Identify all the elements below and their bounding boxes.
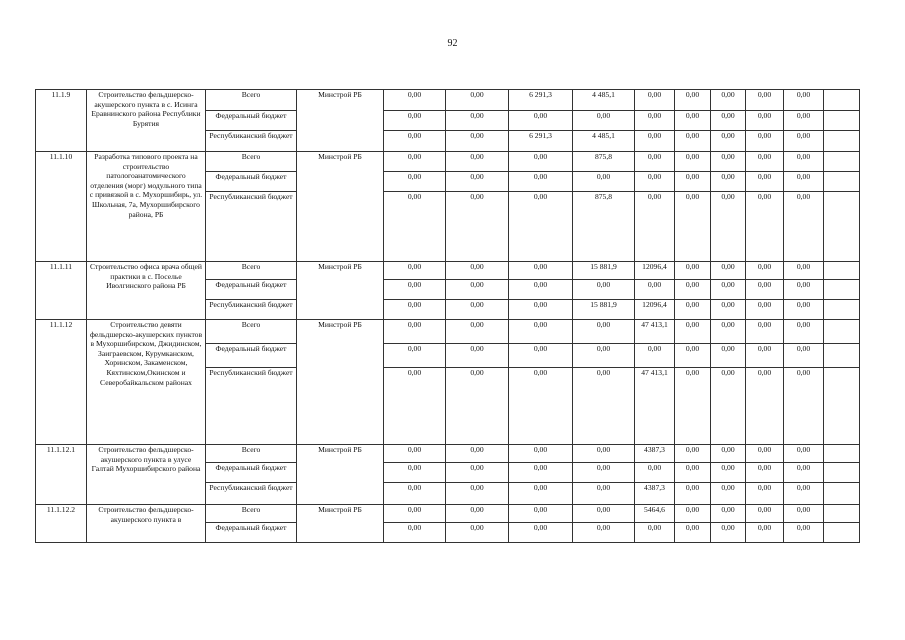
value-cell: 0,00 bbox=[711, 505, 746, 523]
value-cell: 0,00 bbox=[746, 463, 784, 483]
row-code: 11.1.11 bbox=[36, 262, 87, 320]
value-cell: 0,00 bbox=[746, 111, 784, 131]
value-cell: 0,00 bbox=[675, 320, 711, 344]
row-executor: Минстрой РБ bbox=[297, 505, 384, 543]
value-cell: 875,8 bbox=[573, 152, 635, 172]
value-cell: 0,00 bbox=[675, 192, 711, 262]
value-cell: 0,00 bbox=[711, 445, 746, 463]
fund-type: Всего bbox=[206, 90, 297, 111]
value-cell: 0,00 bbox=[711, 523, 746, 543]
value-cell: 0,00 bbox=[384, 90, 446, 111]
value-cell: 0,00 bbox=[446, 445, 509, 463]
value-cell: 0,00 bbox=[635, 523, 675, 543]
value-cell: 0,00 bbox=[675, 483, 711, 505]
empty-cell bbox=[824, 368, 860, 445]
value-cell: 0,00 bbox=[446, 280, 509, 300]
row-executor: Минстрой РБ bbox=[297, 262, 384, 320]
value-cell: 0,00 bbox=[446, 463, 509, 483]
value-cell: 0,00 bbox=[509, 320, 573, 344]
row-name: Строительство офиса врача общей практики в с. Поселье Иволгинского района РБ bbox=[87, 262, 206, 320]
value-cell: 0,00 bbox=[446, 505, 509, 523]
value-cell: 0,00 bbox=[784, 320, 824, 344]
value-cell: 0,00 bbox=[711, 192, 746, 262]
value-cell: 15 881,9 bbox=[573, 262, 635, 280]
value-cell: 0,00 bbox=[784, 505, 824, 523]
value-cell: 0,00 bbox=[711, 368, 746, 445]
value-cell: 0,00 bbox=[509, 152, 573, 172]
value-cell: 47 413,1 bbox=[635, 368, 675, 445]
row-name: Строительство девяти фельдшерско-акушерских пунктов в Мухоршибирском, Джидинском, Заиграевском, Курумканском, Хоринском, Закаменском, Кяхтинском,Окинском и Северобайкальском районах bbox=[87, 320, 206, 445]
empty-cell bbox=[824, 523, 860, 543]
value-cell: 0,00 bbox=[509, 344, 573, 368]
row-code: 11.1.12.1 bbox=[36, 445, 87, 505]
empty-cell bbox=[824, 131, 860, 152]
value-cell: 0,00 bbox=[446, 262, 509, 280]
value-cell: 0,00 bbox=[446, 523, 509, 543]
value-cell: 0,00 bbox=[746, 344, 784, 368]
empty-cell bbox=[824, 192, 860, 262]
value-cell: 0,00 bbox=[635, 344, 675, 368]
row-executor: Минстрой РБ bbox=[297, 320, 384, 445]
row-code: 11.1.9 bbox=[36, 90, 87, 152]
value-cell: 0,00 bbox=[784, 463, 824, 483]
value-cell: 0,00 bbox=[746, 131, 784, 152]
fund-type: Федеральный бюджет bbox=[206, 111, 297, 131]
fund-type: Республиканский бюджет bbox=[206, 483, 297, 505]
value-cell: 0,00 bbox=[384, 344, 446, 368]
value-cell: 0,00 bbox=[509, 300, 573, 320]
row-executor: Минстрой РБ bbox=[297, 152, 384, 262]
value-cell: 12096,4 bbox=[635, 262, 675, 280]
value-cell: 0,00 bbox=[746, 172, 784, 192]
value-cell: 0,00 bbox=[573, 280, 635, 300]
value-cell: 0,00 bbox=[509, 262, 573, 280]
value-cell: 0,00 bbox=[784, 172, 824, 192]
value-cell: 0,00 bbox=[746, 192, 784, 262]
value-cell: 0,00 bbox=[384, 463, 446, 483]
value-cell: 0,00 bbox=[573, 483, 635, 505]
row-code: 11.1.12.2 bbox=[36, 505, 87, 543]
value-cell: 0,00 bbox=[384, 320, 446, 344]
table-row bbox=[36, 505, 860, 523]
value-cell: 0,00 bbox=[446, 320, 509, 344]
value-cell: 0,00 bbox=[573, 368, 635, 445]
value-cell: 0,00 bbox=[384, 280, 446, 300]
value-cell: 0,00 bbox=[446, 131, 509, 152]
value-cell: 0,00 bbox=[446, 344, 509, 368]
value-cell: 0,00 bbox=[675, 368, 711, 445]
value-cell: 0,00 bbox=[446, 483, 509, 505]
value-cell: 0,00 bbox=[711, 262, 746, 280]
value-cell: 0,00 bbox=[746, 523, 784, 543]
value-cell: 0,00 bbox=[635, 90, 675, 111]
empty-cell bbox=[824, 445, 860, 463]
value-cell: 0,00 bbox=[784, 111, 824, 131]
value-cell: 0,00 bbox=[675, 505, 711, 523]
value-cell: 0,00 bbox=[711, 300, 746, 320]
value-cell: 0,00 bbox=[746, 483, 784, 505]
empty-cell bbox=[824, 90, 860, 111]
value-cell: 5464,6 bbox=[635, 505, 675, 523]
value-cell: 0,00 bbox=[784, 192, 824, 262]
value-cell: 0,00 bbox=[746, 280, 784, 300]
fund-type: Республиканский бюджет bbox=[206, 192, 297, 262]
value-cell: 0,00 bbox=[446, 152, 509, 172]
value-cell: 15 881,9 bbox=[573, 300, 635, 320]
value-cell: 0,00 bbox=[675, 344, 711, 368]
value-cell: 0,00 bbox=[573, 172, 635, 192]
value-cell: 0,00 bbox=[509, 523, 573, 543]
value-cell: 0,00 bbox=[784, 344, 824, 368]
value-cell: 0,00 bbox=[784, 523, 824, 543]
value-cell: 0,00 bbox=[675, 90, 711, 111]
empty-cell bbox=[824, 280, 860, 300]
value-cell: 0,00 bbox=[573, 523, 635, 543]
value-cell: 0,00 bbox=[711, 111, 746, 131]
value-cell: 0,00 bbox=[509, 463, 573, 483]
value-cell: 0,00 bbox=[711, 280, 746, 300]
value-cell: 0,00 bbox=[573, 505, 635, 523]
fund-type: Всего bbox=[206, 152, 297, 172]
value-cell: 875,8 bbox=[573, 192, 635, 262]
value-cell: 0,00 bbox=[675, 445, 711, 463]
value-cell: 0,00 bbox=[509, 368, 573, 445]
value-cell: 4 485,1 bbox=[573, 131, 635, 152]
empty-cell bbox=[824, 483, 860, 505]
value-cell: 0,00 bbox=[675, 172, 711, 192]
value-cell: 0,00 bbox=[446, 300, 509, 320]
value-cell: 0,00 bbox=[509, 192, 573, 262]
value-cell: 0,00 bbox=[509, 172, 573, 192]
empty-cell bbox=[824, 505, 860, 523]
value-cell: 0,00 bbox=[784, 300, 824, 320]
value-cell: 0,00 bbox=[384, 111, 446, 131]
value-cell: 0,00 bbox=[711, 320, 746, 344]
value-cell: 0,00 bbox=[675, 152, 711, 172]
value-cell: 0,00 bbox=[446, 192, 509, 262]
row-code: 11.1.10 bbox=[36, 152, 87, 262]
value-cell: 0,00 bbox=[384, 483, 446, 505]
row-name: Строительство фельдшерско-акушерского пункта в с. Исинга Еравнинского района Республики Бурятия bbox=[87, 90, 206, 152]
value-cell: 0,00 bbox=[746, 152, 784, 172]
value-cell: 0,00 bbox=[675, 111, 711, 131]
empty-cell bbox=[824, 172, 860, 192]
value-cell: 0,00 bbox=[784, 280, 824, 300]
value-cell: 0,00 bbox=[446, 368, 509, 445]
fund-type: Федеральный бюджет bbox=[206, 280, 297, 300]
value-cell: 0,00 bbox=[675, 131, 711, 152]
row-name: Строительство фельдшерско-акушерского пункта в bbox=[87, 505, 206, 543]
value-cell: 47 413,1 bbox=[635, 320, 675, 344]
value-cell: 0,00 bbox=[675, 300, 711, 320]
fund-type: Федеральный бюджет bbox=[206, 463, 297, 483]
value-cell: 4 485,1 bbox=[573, 90, 635, 111]
value-cell: 0,00 bbox=[711, 90, 746, 111]
value-cell: 0,00 bbox=[784, 152, 824, 172]
value-cell: 0,00 bbox=[711, 344, 746, 368]
value-cell: 0,00 bbox=[784, 262, 824, 280]
value-cell: 0,00 bbox=[635, 111, 675, 131]
value-cell: 0,00 bbox=[384, 505, 446, 523]
value-cell: 0,00 bbox=[711, 172, 746, 192]
value-cell: 6 291,3 bbox=[509, 90, 573, 111]
value-cell: 0,00 bbox=[384, 445, 446, 463]
fund-type: Республиканский бюджет bbox=[206, 131, 297, 152]
value-cell: 0,00 bbox=[573, 320, 635, 344]
value-cell: 0,00 bbox=[446, 111, 509, 131]
value-cell: 0,00 bbox=[573, 463, 635, 483]
value-cell: 0,00 bbox=[784, 368, 824, 445]
value-cell: 0,00 bbox=[675, 262, 711, 280]
value-cell: 0,00 bbox=[746, 300, 784, 320]
value-cell: 0,00 bbox=[746, 320, 784, 344]
value-cell: 4387,3 bbox=[635, 445, 675, 463]
table-row bbox=[36, 320, 860, 344]
value-cell: 0,00 bbox=[675, 463, 711, 483]
value-cell: 0,00 bbox=[784, 90, 824, 111]
value-cell: 0,00 bbox=[384, 300, 446, 320]
value-cell: 0,00 bbox=[635, 152, 675, 172]
fund-type: Всего bbox=[206, 320, 297, 344]
value-cell: 0,00 bbox=[711, 152, 746, 172]
value-cell: 0,00 bbox=[746, 445, 784, 463]
value-cell: 0,00 bbox=[675, 523, 711, 543]
value-cell: 0,00 bbox=[711, 483, 746, 505]
value-cell: 0,00 bbox=[784, 445, 824, 463]
value-cell: 0,00 bbox=[509, 505, 573, 523]
value-cell: 0,00 bbox=[635, 192, 675, 262]
value-cell: 0,00 bbox=[384, 131, 446, 152]
budget-table bbox=[35, 89, 860, 543]
value-cell: 0,00 bbox=[446, 90, 509, 111]
fund-type: Республиканский бюджет bbox=[206, 368, 297, 445]
value-cell: 0,00 bbox=[746, 90, 784, 111]
empty-cell bbox=[824, 111, 860, 131]
value-cell: 0,00 bbox=[675, 280, 711, 300]
value-cell: 0,00 bbox=[384, 172, 446, 192]
row-executor: Минстрой РБ bbox=[297, 445, 384, 505]
value-cell: 0,00 bbox=[746, 262, 784, 280]
value-cell: 0,00 bbox=[784, 483, 824, 505]
value-cell: 0,00 bbox=[711, 463, 746, 483]
empty-cell bbox=[824, 262, 860, 280]
table-row bbox=[36, 152, 860, 172]
fund-type: Федеральный бюджет bbox=[206, 344, 297, 368]
value-cell: 0,00 bbox=[509, 280, 573, 300]
value-cell: 0,00 bbox=[384, 368, 446, 445]
value-cell: 0,00 bbox=[635, 463, 675, 483]
value-cell: 0,00 bbox=[635, 280, 675, 300]
empty-cell bbox=[824, 320, 860, 344]
value-cell: 0,00 bbox=[573, 445, 635, 463]
fund-type: Федеральный бюджет bbox=[206, 172, 297, 192]
row-name: Разработка типового проекта на строительство патологоанатомического отделения (морг) модульного типа с привязкой в с. Мухоршибирь, ул. Школьная, 7а, Мухоршибирского района, РБ bbox=[87, 152, 206, 262]
table-row bbox=[36, 445, 860, 463]
value-cell: 0,00 bbox=[384, 262, 446, 280]
value-cell: 0,00 bbox=[635, 172, 675, 192]
fund-type: Федеральный бюджет bbox=[206, 523, 297, 543]
value-cell: 0,00 bbox=[573, 344, 635, 368]
table-row bbox=[36, 90, 860, 111]
empty-cell bbox=[824, 300, 860, 320]
value-cell: 0,00 bbox=[446, 172, 509, 192]
value-cell: 0,00 bbox=[746, 505, 784, 523]
row-executor: Минстрой РБ bbox=[297, 90, 384, 152]
fund-type: Всего bbox=[206, 445, 297, 463]
table-row bbox=[36, 262, 860, 280]
value-cell: 4387,3 bbox=[635, 483, 675, 505]
empty-cell bbox=[824, 463, 860, 483]
value-cell: 0,00 bbox=[509, 445, 573, 463]
value-cell: 0,00 bbox=[746, 368, 784, 445]
value-cell: 0,00 bbox=[711, 131, 746, 152]
value-cell: 0,00 bbox=[509, 483, 573, 505]
value-cell: 0,00 bbox=[573, 111, 635, 131]
fund-type: Республиканский бюджет bbox=[206, 300, 297, 320]
value-cell: 6 291,3 bbox=[509, 131, 573, 152]
empty-cell bbox=[824, 152, 860, 172]
value-cell: 0,00 bbox=[635, 131, 675, 152]
row-name: Строительство фельдшерско-акушерского пункта в улусе Галтай Мухоршибирского района bbox=[87, 445, 206, 505]
value-cell: 0,00 bbox=[384, 523, 446, 543]
value-cell: 0,00 bbox=[509, 111, 573, 131]
fund-type: Всего bbox=[206, 505, 297, 523]
value-cell: 0,00 bbox=[384, 192, 446, 262]
value-cell: 0,00 bbox=[784, 131, 824, 152]
row-code: 11.1.12 bbox=[36, 320, 87, 445]
value-cell: 0,00 bbox=[384, 152, 446, 172]
fund-type: Всего bbox=[206, 262, 297, 280]
empty-cell bbox=[824, 344, 860, 368]
value-cell: 12096,4 bbox=[635, 300, 675, 320]
page-number: 92 bbox=[447, 38, 458, 49]
